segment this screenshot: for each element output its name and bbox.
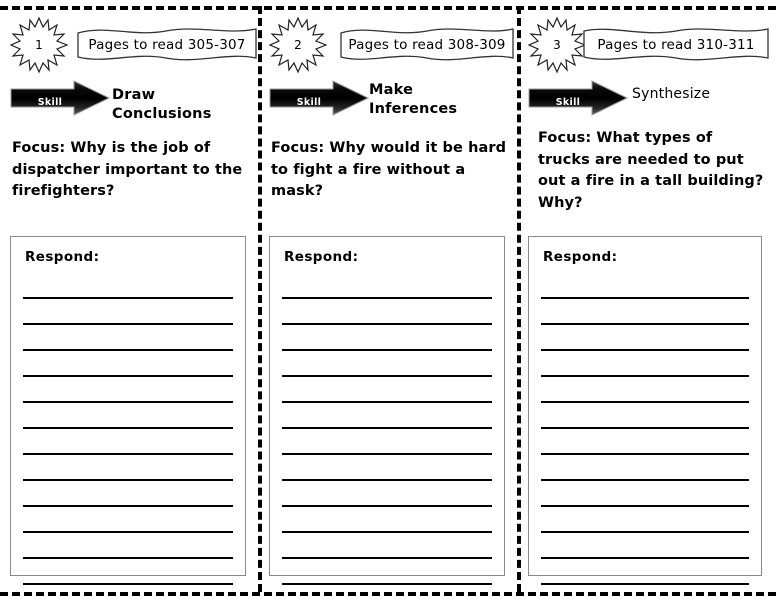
respond-line[interactable] xyxy=(282,377,492,403)
respond-line[interactable] xyxy=(541,455,749,481)
respond-box[interactable] xyxy=(10,236,246,576)
skill-name: Synthesize xyxy=(632,86,711,102)
respond-label: Respond: xyxy=(25,249,100,265)
starburst-icon xyxy=(528,16,586,74)
skill-badge-label: Skill xyxy=(555,96,581,108)
respond-lines[interactable] xyxy=(541,273,749,585)
respond-line[interactable] xyxy=(23,559,233,585)
respond-line[interactable] xyxy=(23,351,233,377)
skill-arrow-icon xyxy=(528,80,628,116)
respond-line[interactable] xyxy=(282,507,492,533)
respond-label: Respond: xyxy=(284,249,359,265)
respond-line[interactable] xyxy=(541,351,749,377)
skill-name: Make Inferences xyxy=(369,82,458,117)
respond-line[interactable] xyxy=(541,481,749,507)
panel-1 xyxy=(6,12,254,588)
respond-line[interactable] xyxy=(282,273,492,299)
respond-line[interactable] xyxy=(282,429,492,455)
respond-line[interactable] xyxy=(282,455,492,481)
panel-2 xyxy=(265,12,513,588)
respond-line[interactable] xyxy=(282,351,492,377)
panel-number: 1 xyxy=(35,38,43,52)
respond-line[interactable] xyxy=(23,299,233,325)
respond-lines[interactable] xyxy=(23,273,233,585)
skill-arrow-icon xyxy=(269,80,369,116)
panel-1-header xyxy=(6,12,254,74)
respond-line[interactable] xyxy=(282,533,492,559)
respond-line[interactable] xyxy=(23,325,233,351)
respond-line[interactable] xyxy=(282,481,492,507)
pages-banner xyxy=(582,24,770,66)
respond-line[interactable] xyxy=(23,273,233,299)
focus-question: Focus: What types of trucks are needed to put out a fire in a tall building? Why? xyxy=(538,130,764,211)
skill-badge-label: Skill xyxy=(37,96,63,108)
panel-divider-1 xyxy=(258,6,262,592)
respond-line[interactable] xyxy=(23,481,233,507)
respond-line[interactable] xyxy=(541,559,749,585)
panel-3 xyxy=(524,12,770,588)
pages-banner-text: Pages to read 310-311 xyxy=(597,37,755,53)
pages-banner-text: Pages to read 308-309 xyxy=(348,37,506,53)
starburst-icon xyxy=(269,16,327,74)
respond-line[interactable] xyxy=(282,299,492,325)
respond-line[interactable] xyxy=(541,403,749,429)
respond-line[interactable] xyxy=(23,533,233,559)
panel-number: 3 xyxy=(553,38,561,52)
respond-box[interactable] xyxy=(528,236,762,576)
focus-question: Focus: Why would it be hard to fight a fire without a mask? xyxy=(271,140,507,199)
respond-line[interactable] xyxy=(541,299,749,325)
respond-line[interactable] xyxy=(282,559,492,585)
panel-2-skill-row xyxy=(265,76,513,122)
panel-3-skill-row xyxy=(524,76,770,122)
respond-line[interactable] xyxy=(541,325,749,351)
respond-line[interactable] xyxy=(23,507,233,533)
respond-label: Respond: xyxy=(543,249,618,265)
pages-banner xyxy=(76,24,258,66)
respond-line[interactable] xyxy=(282,325,492,351)
panel-number: 2 xyxy=(294,38,302,52)
starburst-icon xyxy=(10,16,68,74)
respond-line[interactable] xyxy=(282,403,492,429)
panel-2-header xyxy=(265,12,513,74)
respond-line[interactable] xyxy=(23,429,233,455)
respond-line[interactable] xyxy=(541,377,749,403)
respond-lines[interactable] xyxy=(282,273,492,585)
skill-badge-label: Skill xyxy=(296,96,322,108)
respond-line[interactable] xyxy=(23,403,233,429)
skill-arrow-icon xyxy=(10,80,110,116)
respond-box[interactable] xyxy=(269,236,505,576)
skill-name: Draw Conclusions xyxy=(112,87,212,122)
respond-line[interactable] xyxy=(541,273,749,299)
pages-banner xyxy=(339,24,515,66)
page-border-top xyxy=(0,6,776,10)
respond-line[interactable] xyxy=(23,455,233,481)
panel-divider-2 xyxy=(517,6,521,592)
focus-question: Focus: Why is the job of dispatcher important to the firefighters? xyxy=(12,140,243,199)
respond-line[interactable] xyxy=(541,507,749,533)
panel-1-skill-row xyxy=(6,76,254,122)
respond-line[interactable] xyxy=(23,377,233,403)
page-border-bottom xyxy=(0,592,776,596)
panel-3-header xyxy=(524,12,770,74)
respond-line[interactable] xyxy=(541,533,749,559)
pages-banner-text: Pages to read 305-307 xyxy=(88,37,246,53)
respond-line[interactable] xyxy=(541,429,749,455)
